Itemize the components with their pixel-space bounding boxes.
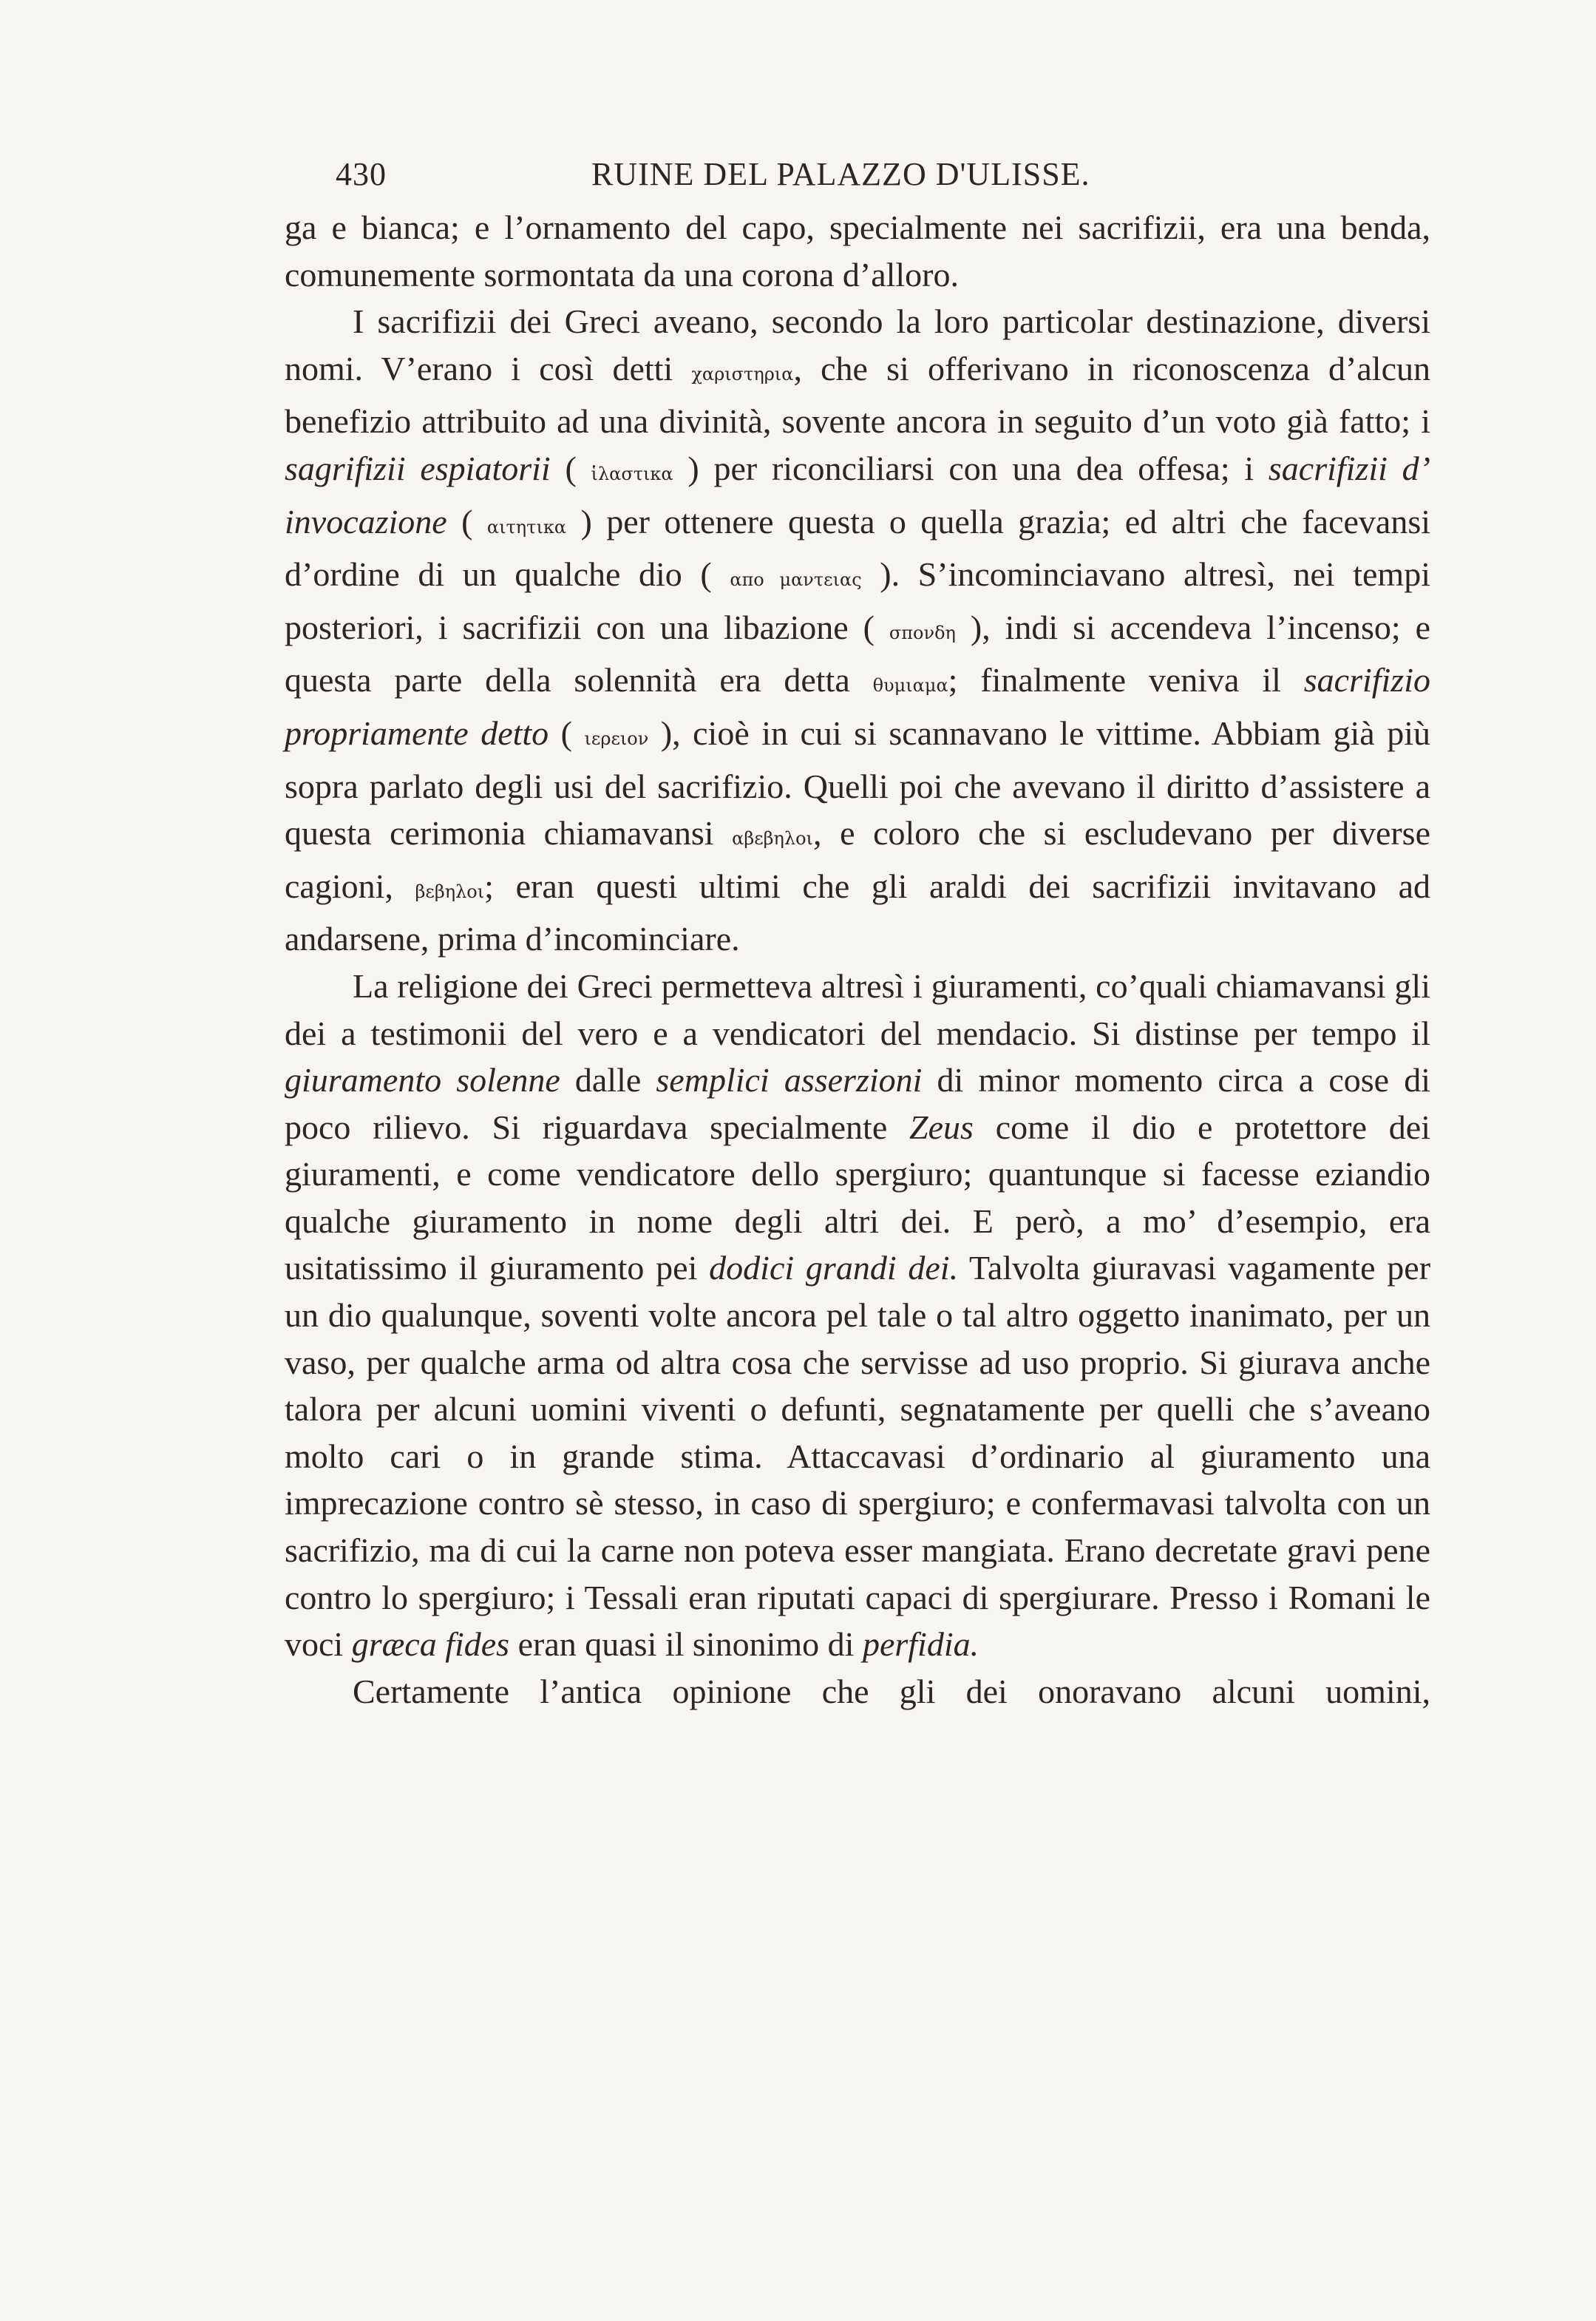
greek-term: χαριστηρια <box>691 363 794 384</box>
paragraph-2 <box>285 298 1430 963</box>
italic-term: sacrifizii d’ invocazione <box>285 449 1430 541</box>
italic-term: giuramento solenne <box>285 1061 560 1099</box>
text-run: di minor momento circa a cose di poco rilievo. Si riguardava specialmente <box>285 1061 1430 1146</box>
italic-term: sagrifizii espiatorii <box>285 449 551 487</box>
italic-term: sacrifizio propriamente detto <box>285 661 1430 752</box>
greek-term: αιτητικα <box>486 516 567 538</box>
italic-term: perfidia. <box>862 1625 979 1664</box>
greek-term: αβεβηλοι <box>732 828 813 850</box>
page-header <box>281 155 1427 203</box>
paragraph-1-text: ga e bianca; e l’ornamento del capo, specialmente nei sacrifizii, era una benda, comunemente sormontata da una corona d’alloro. <box>285 209 1430 294</box>
text-run: , che si offerivano in riconoscenza d’alcun benefizio attribuito ad una divinità, sovente ancora in seguito d’un voto già fatto; i <box>285 349 1430 441</box>
text-run: ( <box>446 502 487 541</box>
italic-term: Zeus <box>909 1108 974 1146</box>
text-run: ). S’incominciavano altresì, nei tempi posteriori, i sacrifizii con una libazione ( <box>285 555 1430 646</box>
text-run: ), cioè in cui si scannavano le vittime. Abbiam già più sopra parlato degli usi del sacrifizio. Quelli poi che avevano il diritto d’assistere a questa cerimonia chiamavansi <box>285 714 1430 853</box>
text-run: Talvolta giuravasi vagamente per un dio qualunque, soventi volte ancora pel tale o tal altro oggetto inanimato, per un vaso, per qualche arma od altra cosa che servisse ad uso proprio. Si giurava anche talora per alcuni uomini viventi o defunti, segnatamente per quelli che s’aveano molto cari o in grande stima. Attaccavasi d’ordinario al giuramento una imprecazione contro sè stesso, in caso di spergiuro; e confermavasi talvolta con un sacrifizio, ma di cui la carne non poteva esser mangiata. Erano decretate gravi pene contro lo spergiuro; i Tessali eran riputati capaci di spergiurare. Presso i Romani le voci <box>285 1249 1431 1664</box>
text-run: eran quasi il sinonimo di <box>509 1625 863 1664</box>
page-number: 430 <box>336 156 387 192</box>
text-run: dalle <box>560 1061 656 1099</box>
text-run: I sacrifizii dei Greci aveano, secondo la loro particolar destinazione, diversi nomi. V’erano i così detti <box>285 302 1430 387</box>
text-run: La religione dei Greci permetteva altresì i giuramenti, co’quali chiamavansi gli dei a testimonii del vero e a vendicatori del mendacio. Si distinse per tempo il <box>285 966 1430 1052</box>
text-run: ; finalmente veniva il <box>948 661 1304 699</box>
paragraph-4-text: Certamente l’antica opinione che gli dei onoravano alcuni uomini, <box>353 1672 1430 1710</box>
text-run: ) per riconciliarsi con una dea offesa; i <box>673 449 1269 487</box>
text-run: ; eran questi ultimi che gli araldi dei sacrifizii invitavano ad andarsene, prima d’incominciare. <box>285 867 1430 958</box>
text-run: , e coloro che si escludevano per diverse cagioni, <box>285 814 1430 905</box>
text-run: ), indi si accendeva l’incenso; e questa parte della solennità era detta <box>285 608 1431 699</box>
running-title: RUINE DEL PALAZZO D'ULISSE. <box>591 156 1090 192</box>
paragraph-3 <box>285 963 1430 1668</box>
paragraph-1 <box>285 204 1430 298</box>
greek-term: ἱλαστικα <box>591 463 673 484</box>
text-run: ( <box>549 714 585 752</box>
italic-term: dodici grandi dei. <box>709 1249 959 1287</box>
greek-term: θυμιαμα <box>872 675 948 697</box>
paragraph-4 <box>285 1668 1430 1715</box>
italic-term: græca fides <box>351 1625 510 1664</box>
body-text <box>285 204 1430 1715</box>
greek-term: απο μαντειας <box>730 569 862 591</box>
text-run: come il dio e protettore dei giuramenti, e come vendicatore dello spergiuro; quantunque si facesse eziandio qualche giuramento in nome degli altri dei. E però, a mo’ d’esempio, era usitatissimo il giuramento pei <box>285 1108 1430 1287</box>
italic-term: semplici asserzioni <box>656 1061 923 1099</box>
greek-term: ιερειον <box>584 728 649 749</box>
greek-term: βεβηλοι <box>415 881 485 902</box>
text-run: ) per ottenere questa o quella grazia; ed altri che facevansi d’ordine di un qualche dio ( <box>285 502 1431 594</box>
text-run: ( <box>550 449 591 487</box>
greek-term: σπονδη <box>889 622 956 643</box>
